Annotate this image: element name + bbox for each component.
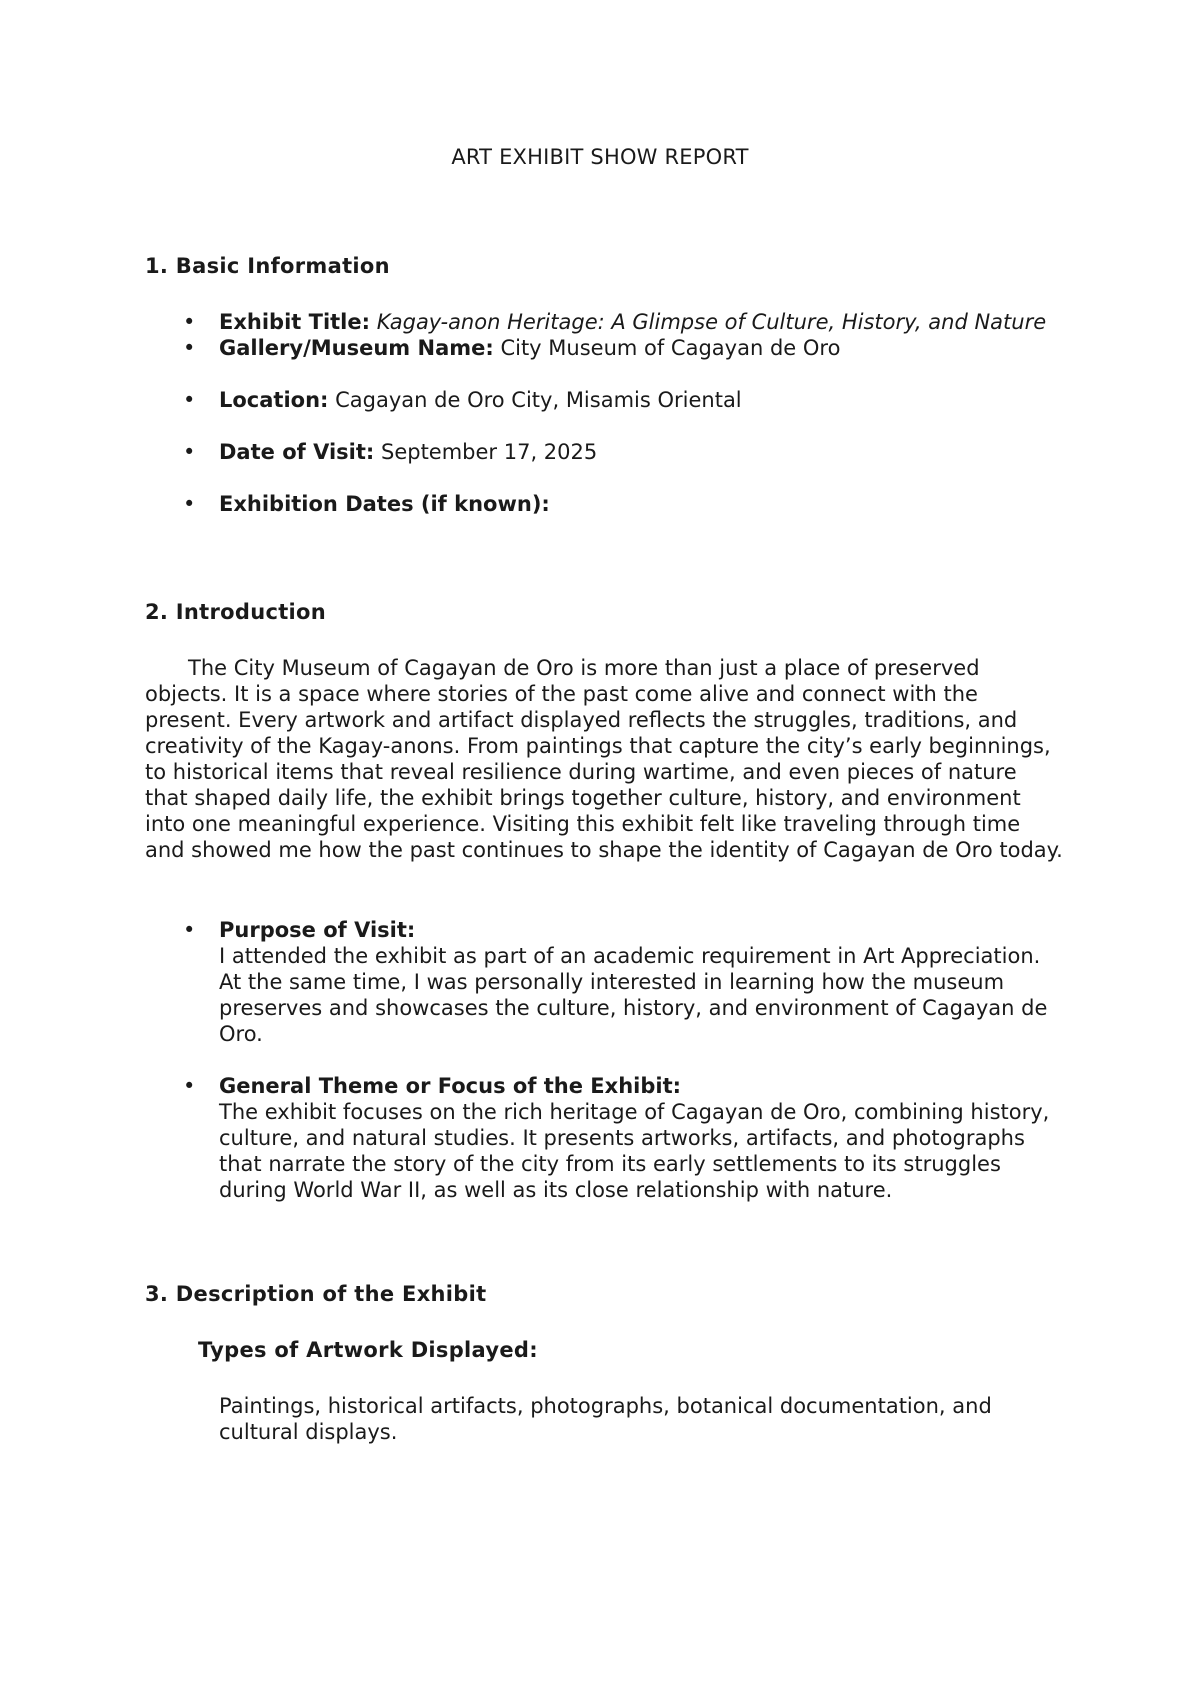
list-item-gallery-name bbox=[145, 335, 1065, 361]
introduction-paragraph: The City Museum of Cagayan de Oro is more than just a place of preserved objects. It is a space where stories of the past come alive and connect with the present. Every artwork and artifact displayed reflects the struggles, traditions, and creativity of the Kagay-anons. From paintings that capture the city’s early beginnings, to historical items that reveal resilience during wartime, and even pieces of nature that shaped daily life, the exhibit brings together culture, history, and environment into one meaningful experience. Visiting this exhibit felt like traveling through time and showed me how the past continues to shape the identity of Cagayan de Oro today. bbox=[145, 656, 1063, 862]
types-of-artwork-text: Paintings, historical artifacts, photographs, botanical documentation, and cultural displays. bbox=[219, 1394, 992, 1444]
purpose-of-visit-text: I attended the exhibit as part of an academic requirement in Art Appreciation. At the same time, I was personally interested in learning how the museum preserves and showcases the culture, history, and environment of Cagayan de Oro. bbox=[219, 944, 1048, 1046]
list-item-date-of-visit bbox=[145, 439, 1065, 465]
list-item-location bbox=[145, 387, 1065, 413]
bullet-icon: • bbox=[183, 388, 196, 412]
list-item-exhibition-dates bbox=[145, 491, 1065, 517]
list-item-exhibit-title bbox=[145, 309, 1065, 335]
location-label: Location: bbox=[219, 388, 329, 412]
exhibit-title-value: Kagay-anon Heritage: A Glimpse of Culture, History, and Nature bbox=[376, 310, 1047, 334]
date-of-visit-value: September 17, 2025 bbox=[380, 440, 598, 464]
list-item-purpose-of-visit bbox=[145, 917, 1065, 1047]
section-heading-basic-information: 1. Basic Information bbox=[145, 254, 390, 278]
basic-information-list bbox=[145, 309, 1065, 517]
bullet-icon: • bbox=[183, 492, 196, 516]
gallery-name-value: City Museum of Cagayan de Oro bbox=[500, 336, 841, 360]
gallery-name-label: Gallery/Museum Name: bbox=[219, 336, 494, 360]
introduction-list bbox=[145, 917, 1065, 1203]
general-theme-label: General Theme or Focus of the Exhibit: bbox=[219, 1074, 682, 1098]
purpose-of-visit-label: Purpose of Visit: bbox=[219, 918, 416, 942]
list-item-general-theme bbox=[145, 1073, 1065, 1203]
bullet-icon: • bbox=[183, 1074, 196, 1098]
types-of-artwork-subheading: Types of Artwork Displayed: bbox=[198, 1338, 538, 1362]
section-heading-description: 3. Description of the Exhibit bbox=[145, 1282, 487, 1306]
exhibition-dates-label: Exhibition Dates (if known): bbox=[219, 492, 550, 516]
document-title: ART EXHIBIT SHOW REPORT bbox=[451, 145, 749, 169]
general-theme-text: The exhibit focuses on the rich heritage of Cagayan de Oro, combining history, culture, and natural studies. It presents artworks, artifacts, and photographs that narrate the story of the city from its early settlements to its struggles during World War II, as well as its close relationship with nature. bbox=[219, 1100, 1050, 1202]
bullet-icon: • bbox=[183, 440, 196, 464]
bullet-icon: • bbox=[183, 310, 196, 334]
exhibit-title-label: Exhibit Title: bbox=[219, 310, 371, 334]
section-heading-introduction: 2. Introduction bbox=[145, 600, 327, 624]
date-of-visit-label: Date of Visit: bbox=[219, 440, 375, 464]
bullet-icon: • bbox=[183, 336, 196, 360]
bullet-icon: • bbox=[183, 918, 196, 942]
location-value: Cagayan de Oro City, Misamis Oriental bbox=[335, 388, 742, 412]
